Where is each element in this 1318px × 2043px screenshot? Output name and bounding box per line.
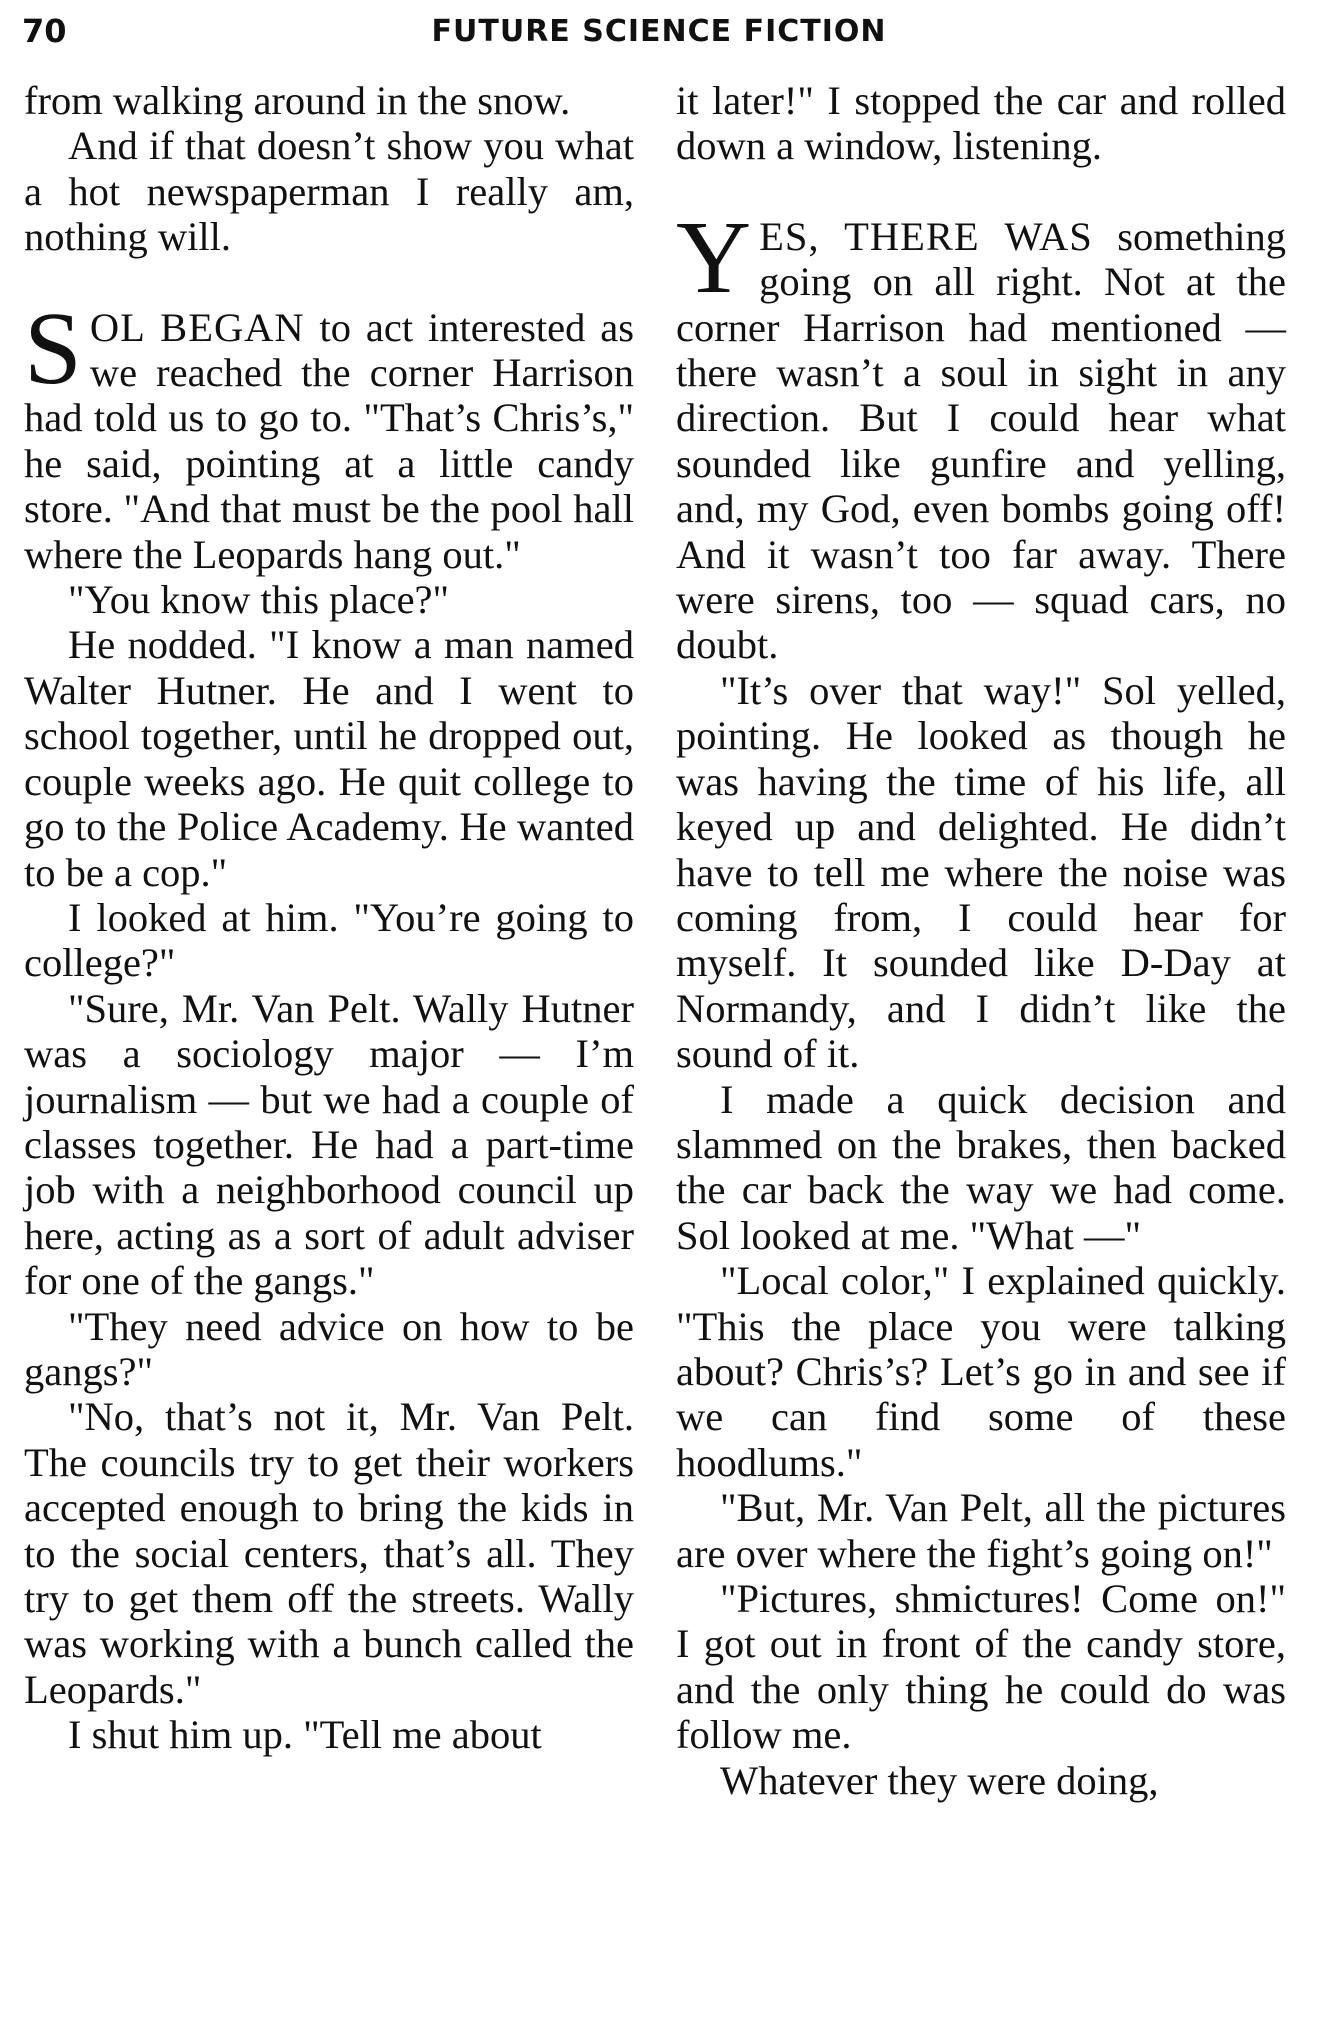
paragraph: it later!" I stopped the car and rolled down a window, listening. xyxy=(676,78,1286,169)
page-number: 70 xyxy=(22,12,67,50)
paragraph: "They need advice on how to be gangs?" xyxy=(24,1303,634,1394)
section-break xyxy=(24,260,634,305)
section-break xyxy=(676,169,1286,214)
drop-cap: Y xyxy=(676,199,752,315)
paragraph: from walking around in the snow. xyxy=(24,78,571,123)
paragraph-text: something going on all right. Not at the corner Harrison had mentioned — there wasn’t a soul in sight in any direction. But I could hear what sounded like gunfire and yelling, and, my God, even bombs going off! And it wasn’t too far away. There were sirens, too — squad cars, no doubt. xyxy=(676,213,1286,668)
paragraph: And if that doesn’t show you what a hot newspaperman I really am, nothing will. xyxy=(24,123,634,260)
paragraph: I shut him up. "Tell me about xyxy=(68,1712,542,1758)
paragraph: He nodded. "I know a man named Walter Hutner. He and I went to school together, until he dropped out, couple weeks ago. He quit college to go to the Police Academy. He wanted to be a cop." xyxy=(24,622,634,895)
paragraph: "No, that’s not it, Mr. Van Pelt. The councils try to get their workers accepted enough to bring the kids in to the social centers, that’s all. They try to get them off the streets. Wally was working with a bunch called the Leopards." xyxy=(24,1394,634,1712)
paragraph: "Sure, Mr. Van Pelt. Wally Hutner was a sociology major — I’m journalism — but we had a couple of classes together. He had a part-time job with a neighborhood council up here, acting as a sort of adult adviser for one of the gangs." xyxy=(24,985,634,1304)
section-opening-paragraph xyxy=(24,290,634,577)
paragraph: "But, Mr. Van Pelt, all the pictures are over where the fight’s going on!" xyxy=(676,1485,1286,1576)
right-column xyxy=(676,78,1286,1803)
section-opening-paragraph xyxy=(676,199,1286,668)
paragraph: "You know this place?" xyxy=(68,577,450,623)
running-head: FUTURE SCIENCE FICTION xyxy=(431,14,887,49)
paragraph: "Pictures, shmictures! Come on!" I got out in front of the candy store, and the only thing he could do was follow me. xyxy=(676,1576,1286,1758)
paragraph: "It’s over that way!" Sol yelled, pointing. He looked as though he was having the time of his life, all keyed up and delighted. He didn’t have to tell me where the noise was coming from, I could hear for myself. It sounded like D-Day at Normandy, and I didn’t like the sound of it. xyxy=(676,667,1286,1077)
paragraph: "Local color," I explained quickly. "This the place you were talking about? Chris’s? Let’s go in and see if we can find some of these hoodlums." xyxy=(676,1258,1286,1485)
left-column xyxy=(24,78,634,1758)
small-caps-lead: OL BEGAN xyxy=(89,304,305,350)
paragraph: I looked at him. "You’re going to college?" xyxy=(24,894,634,986)
page-header xyxy=(22,12,1296,52)
paragraph: I made a quick decision and slammed on the brakes, then backed the car back the way we had come. Sol looked at me. "What —" xyxy=(676,1076,1286,1258)
small-caps-lead: ES, THERE WAS xyxy=(759,213,1093,259)
paragraph-text: to act interested as we reached the corner Harrison had told us to go to. "That’s Chris’s," he said, pointing at a little candy store. "And that must be the pool hall where the Leopards hang out." xyxy=(24,304,634,577)
paragraph: Whatever they were doing, xyxy=(720,1757,1159,1803)
drop-cap: S xyxy=(24,290,82,406)
